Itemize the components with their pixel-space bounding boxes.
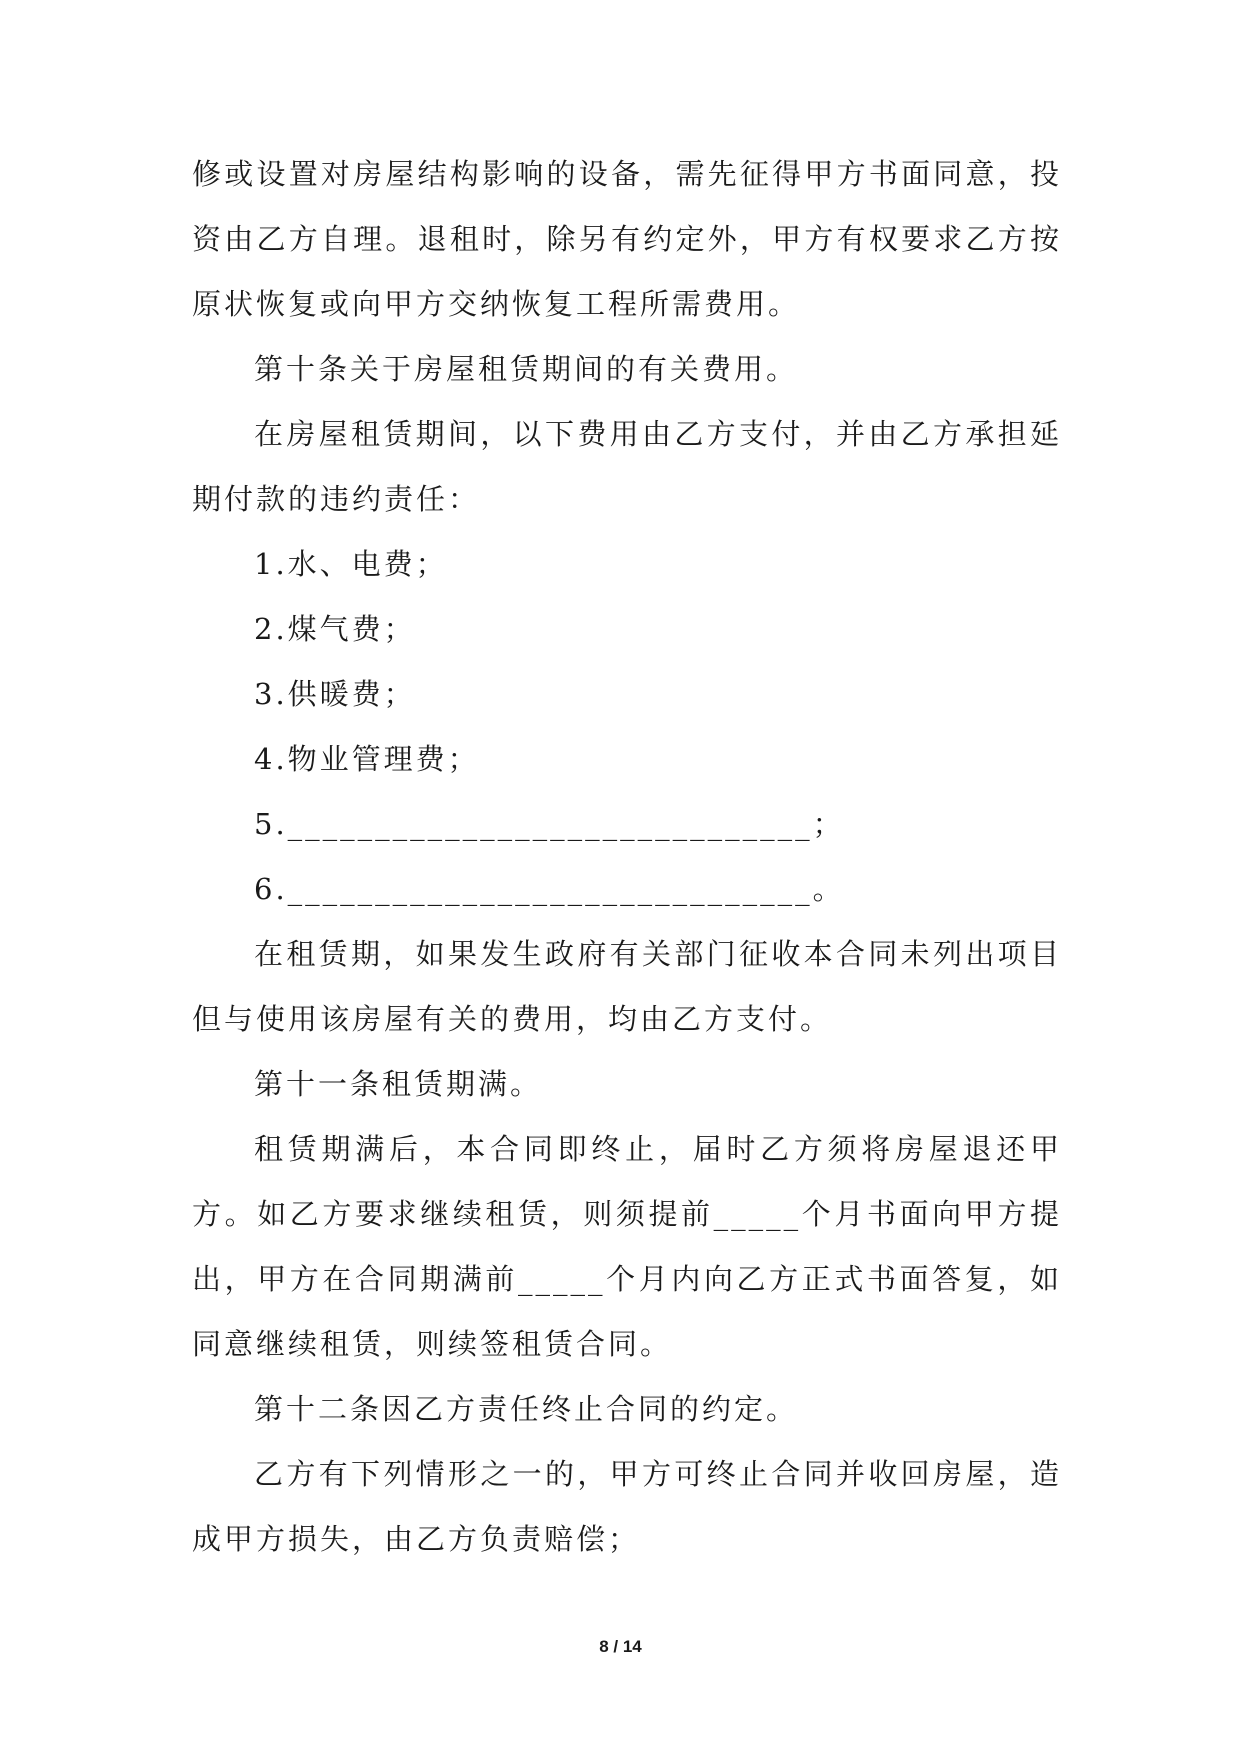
paragraph-clause-9-continued: 修或设置对房屋结构影响的设备，需先征得甲方书面同意，投资由乙方自理。退租时，除另有约定外，甲方有权要求乙方按原状恢复或向甲方交纳恢复工程所需费用。 (192, 157, 1062, 321)
paragraph-termination-conditions: 乙方有下列情形之一的，甲方可终止合同并收回房屋，造成甲方损失，由乙方负责赔偿； (192, 1457, 1062, 1556)
paragraph-clause-11-title: 第十一条租赁期满。 (254, 1067, 543, 1101)
paragraph-lease-expiry: 租赁期满后，本合同即终止，届时乙方须将房屋退还甲方。如乙方要求继续租赁，则须提前_____个月书面向甲方提出，甲方在合同期满前_____个月内向乙方正式书面答复，如同意继续租赁，则续签租赁合同。 (192, 1132, 1062, 1361)
list-item-fee-1: 1.水、电费； (254, 547, 448, 581)
list-item-fee-6-blank: 6.______________________________。 (254, 872, 845, 906)
list-item-fee-3: 3.供暖费； (254, 677, 416, 711)
paragraph-fees-intro: 在房屋租赁期间，以下费用由乙方支付，并由乙方承担延期付款的违约责任： (192, 417, 1062, 516)
paragraph-clause-10-title: 第十条关于房屋租赁期间的有关费用。 (254, 352, 799, 386)
paragraph-government-fees: 在租赁期，如果发生政府有关部门征收本合同未列出项目但与使用该房屋有关的费用，均由乙方支付。 (192, 937, 1062, 1036)
list-item-fee-5-blank: 5.______________________________； (254, 807, 845, 841)
document-body (192, 142, 1062, 1572)
list-item-fee-4: 4.物业管理费； (254, 742, 480, 776)
list-item-fee-2: 2.煤气费； (254, 612, 416, 646)
page-number: 8 / 14 (599, 1637, 642, 1656)
paragraph-clause-12-title: 第十二条因乙方责任终止合同的约定。 (254, 1392, 799, 1426)
